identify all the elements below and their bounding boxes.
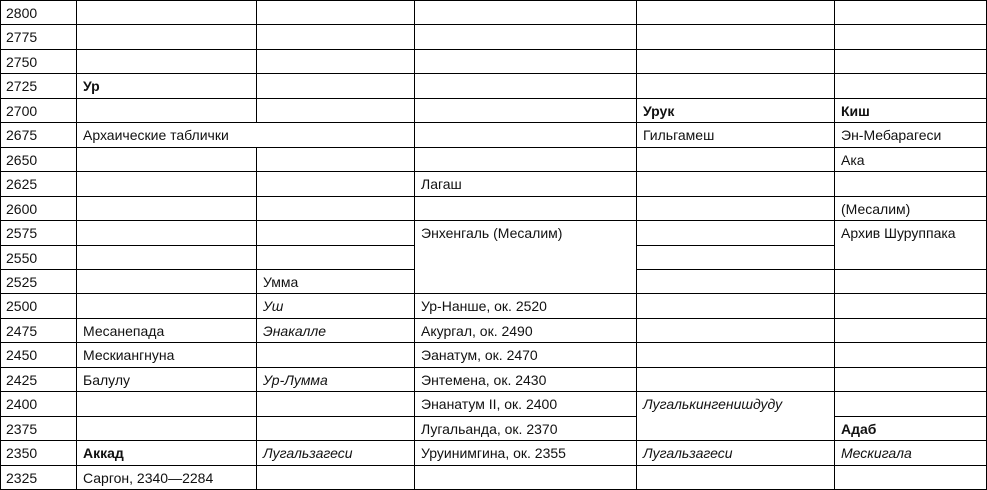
- cell-uruk: [636, 49, 835, 74]
- cell-kish: [834, 342, 987, 368]
- cell-umma: [256, 416, 415, 441]
- cell-lagash: Лугальанда, ок. 2370: [414, 416, 637, 441]
- cell-kish: Мескигала: [834, 440, 987, 466]
- cell-ur: Балулу: [76, 367, 257, 392]
- cell-kish: Киш: [834, 98, 987, 123]
- cell-kish: [834, 171, 987, 197]
- cell-lagash: [414, 196, 637, 221]
- cell-umma: Энакалле: [256, 318, 415, 343]
- cell-lagash: Акургал, ок. 2490: [414, 318, 637, 343]
- cell-ur: Саргон, 2340—2284: [76, 465, 257, 490]
- cell-kish: (Месалим): [834, 196, 987, 221]
- year-cell: 2525: [0, 269, 77, 294]
- cell-lagash: Уруинимгина, ок. 2355: [414, 440, 637, 466]
- cell-umma: [256, 73, 415, 99]
- cell-kish: Эн-Мебарагеси: [834, 122, 987, 148]
- cell-umma: [256, 391, 415, 417]
- cell-lagash: Энтемена, ок. 2430: [414, 367, 637, 392]
- cell-lagash: [414, 49, 637, 74]
- cell-umma: [256, 220, 415, 246]
- cell-ur: [76, 196, 257, 221]
- cell-umma: [256, 342, 415, 368]
- cell-uruk: [636, 220, 835, 246]
- year-cell: 2775: [0, 24, 77, 50]
- cell-lagash: [414, 0, 637, 25]
- year-cell: 2425: [0, 367, 77, 392]
- cell-uruk: [636, 342, 835, 368]
- cell-uruk: [636, 0, 835, 25]
- year-cell: 2600: [0, 196, 77, 221]
- cell-ur: Мескиангнуна: [76, 342, 257, 368]
- cell-uruk: Гильгамеш: [636, 122, 835, 148]
- year-cell: 2625: [0, 171, 77, 197]
- cell-ur: [76, 171, 257, 197]
- cell-kish: [834, 465, 987, 490]
- cell-kish: Адаб: [834, 416, 987, 441]
- cell-uruk: [636, 465, 835, 490]
- cell-ur: [76, 416, 257, 441]
- year-cell: 2350: [0, 440, 77, 466]
- year-cell: 2650: [0, 147, 77, 172]
- cell-ur: [76, 293, 257, 319]
- cell-umma: [256, 24, 415, 50]
- cell-lagash: [414, 73, 637, 99]
- cell-umma: [256, 0, 415, 25]
- cell-uruk: Урук: [636, 98, 835, 123]
- cell-lagash: [414, 122, 637, 148]
- cell-ur: Архаические таблички: [76, 122, 415, 148]
- year-cell: 2475: [0, 318, 77, 343]
- cell-ur: [76, 245, 257, 270]
- cell-ur: Аккад: [76, 440, 257, 466]
- year-cell: 2700: [0, 98, 77, 123]
- year-cell: 2325: [0, 465, 77, 490]
- cell-umma: Ур-Лумма: [256, 367, 415, 392]
- cell-kish: [834, 367, 987, 392]
- cell-lagash: [414, 98, 637, 123]
- cell-ur: [76, 24, 257, 50]
- cell-lagash: Энхенгаль (Месалим): [414, 220, 637, 294]
- cell-umma: [256, 147, 415, 172]
- year-cell: 2550: [0, 245, 77, 270]
- cell-lagash: Лагаш: [414, 171, 637, 197]
- cell-uruk: [636, 318, 835, 343]
- cell-kish: [834, 293, 987, 319]
- cell-umma: [256, 98, 415, 123]
- cell-uruk: [636, 73, 835, 99]
- cell-umma: [256, 171, 415, 197]
- cell-uruk: [636, 293, 835, 319]
- cell-lagash: [414, 465, 637, 490]
- cell-lagash: Энанатум II, ок. 2400: [414, 391, 637, 417]
- cell-uruk: [636, 245, 835, 270]
- cell-kish: [834, 269, 987, 294]
- cell-uruk: [636, 171, 835, 197]
- cell-kish: Ака: [834, 147, 987, 172]
- cell-lagash: Эанатум, ок. 2470: [414, 342, 637, 368]
- cell-ur: [76, 269, 257, 294]
- cell-kish: [834, 318, 987, 343]
- cell-lagash: Ур-Нанше, ок. 2520: [414, 293, 637, 319]
- cell-kish: [834, 0, 987, 25]
- year-cell: 2400: [0, 391, 77, 417]
- cell-ur: [76, 0, 257, 25]
- cell-umma: Лугальзагеси: [256, 440, 415, 466]
- year-cell: 2725: [0, 73, 77, 99]
- cell-uruk: [636, 147, 835, 172]
- cell-umma: Уш: [256, 293, 415, 319]
- cell-ur: [76, 220, 257, 246]
- cell-kish: [834, 24, 987, 50]
- cell-uruk: Лугальзагеси: [636, 440, 835, 466]
- year-cell: 2575: [0, 220, 77, 246]
- cell-kish: [834, 49, 987, 74]
- cell-umma: [256, 196, 415, 221]
- cell-uruk: [636, 196, 835, 221]
- cell-lagash: [414, 147, 637, 172]
- year-cell: 2800: [0, 0, 77, 25]
- cell-ur: [76, 147, 257, 172]
- cell-uruk: [636, 24, 835, 50]
- cell-umma: [256, 245, 415, 270]
- year-cell: 2500: [0, 293, 77, 319]
- cell-kish: [834, 73, 987, 99]
- cell-ur: [76, 49, 257, 74]
- cell-umma: [256, 465, 415, 490]
- cell-uruk: [636, 367, 835, 392]
- year-cell: 2750: [0, 49, 77, 74]
- cell-uruk: [636, 269, 835, 294]
- cell-umma: Умма: [256, 269, 415, 294]
- cell-ur: [76, 98, 257, 123]
- year-cell: 2675: [0, 122, 77, 148]
- cell-lagash: [414, 24, 637, 50]
- cell-ur: Ур: [76, 73, 257, 99]
- cell-kish: [834, 391, 987, 417]
- cell-ur: [76, 391, 257, 417]
- year-cell: 2450: [0, 342, 77, 368]
- cell-umma: [256, 49, 415, 74]
- year-cell: 2375: [0, 416, 77, 441]
- cell-ur: Месанепада: [76, 318, 257, 343]
- cell-uruk: Лугалькингенишдуду: [636, 391, 835, 441]
- cell-kish: Архив Шуруппака: [834, 220, 987, 270]
